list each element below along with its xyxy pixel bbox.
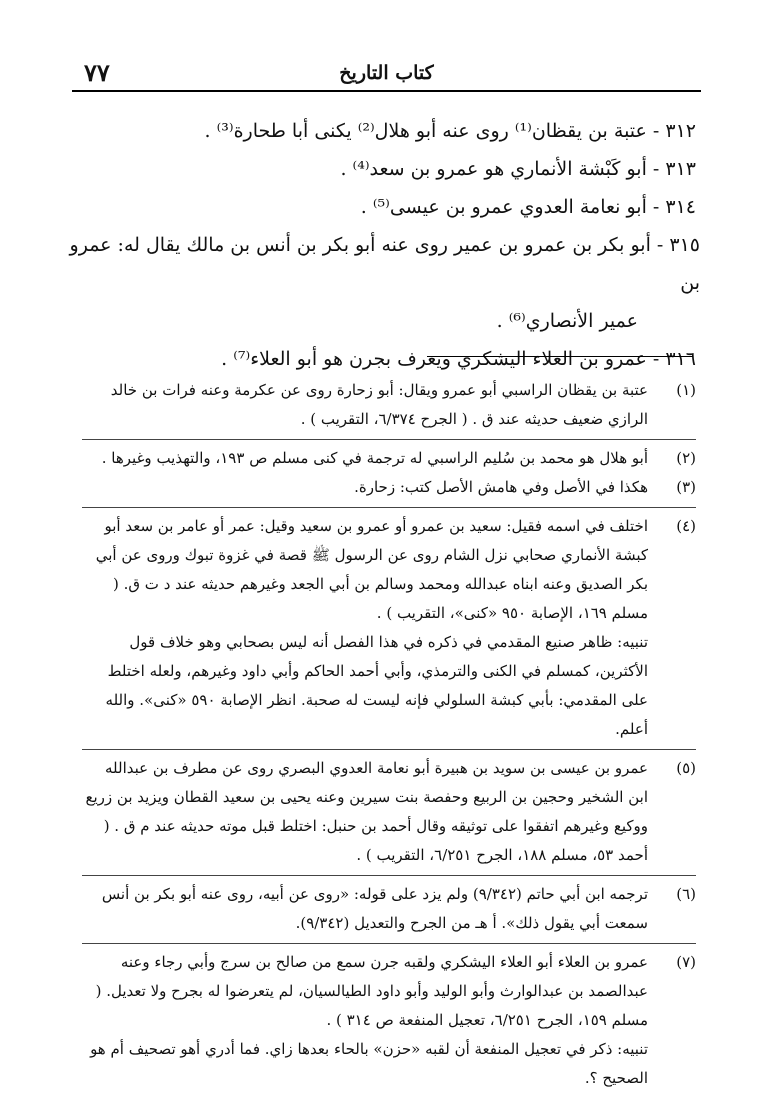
footnote-text: عتبة بن يقظان الراسبي أبو عمرو ويقال: أبو زحارة روى عن عكرمة وعنه فرات بن خالد الرازي ضعيف حديثه عند ق . ( الجرح ٦/٣٧٤، التقريب ) . xyxy=(110,381,648,428)
book-title: كتاب التاريخ xyxy=(339,62,434,84)
footnote-5 xyxy=(82,754,696,870)
entry-text: ٣١٢ - عتبة بن يقظان⁽¹⁾ روى عنه أبو هلال⁽²⁾ يكنى أبا طحارة⁽³⁾ . xyxy=(204,120,696,142)
entry-text: ٣١٣ - أبو كَبْشة الأنماري هو عمرو بن سعد⁽⁴⁾ . xyxy=(340,158,696,180)
entries-list xyxy=(69,112,700,378)
footnote-number: (٧) xyxy=(676,953,696,971)
entry-continuation: عمير الأنصاري⁽⁶⁾ . xyxy=(496,310,638,332)
entry-315 xyxy=(64,226,700,340)
entry-312 xyxy=(170,112,696,150)
footnote-text: عمرو بن العلاء أبو العلاء اليشكري ولقبه جرن سمع من صالح بن سرج وأبي رجاء وعنه عبدالصمد بن عبدالوارث وأبو الوليد وأبو داود الطيالسيان، لم يتعرضوا له بجرح ولا تعديل. ( مسلم ١٥٩، الجرح ٦/٢٥١، تعجيل المنفعة ص ٣١٤ ) . xyxy=(95,953,648,1029)
footnote-3 xyxy=(82,473,696,502)
entry-text: ٣١٥ - أبو بكر بن عمرو بن عمير روى عنه أبو بكر بن أنس بن مالك يقال له: عمرو بن xyxy=(69,234,700,294)
footnote-divider xyxy=(427,356,693,357)
footnote-separator xyxy=(82,749,696,750)
footnote-1 xyxy=(82,376,696,434)
footnote-number: (٦) xyxy=(676,885,696,903)
footnotes xyxy=(82,376,696,1093)
footnote-separator xyxy=(82,875,696,876)
page-header xyxy=(72,54,701,92)
entry-text: ٣١٤ - أبو نعامة العدوي عمرو بن عيسى⁽⁵⁾ . xyxy=(360,196,696,218)
footnote-number: (١) xyxy=(676,381,696,399)
footnote-remark: تنبيه: ظاهر صنيع المقدمي في ذكره في هذا الفصل أنه ليس بصحابي وهو خلاف قول الأكثرين، كمسلم في الكنى والترمذي، وأبي أحمد الحاكم وأبي داود وغيرهم، ولعله اختلط على المقدمي: بأبي كبشة السلولي فإنه ليست له صحبة. انظر الإصابة ٥٩٠ «كنى». والله أعلم. xyxy=(105,633,648,738)
footnote-separator xyxy=(82,439,696,440)
footnote-separator xyxy=(82,507,696,508)
entry-316 xyxy=(170,340,696,378)
footnote-number: (٣) xyxy=(676,478,696,496)
footnote-4 xyxy=(82,512,696,744)
footnote-text: هكذا في الأصل وفي هامش الأصل كتب: زحارة. xyxy=(354,478,648,496)
entry-313 xyxy=(170,150,696,188)
footnote-text: عمرو بن عيسى بن سويد بن هبيرة أبو نعامة العدوي البصري روى عن مطرف بن عبدالله ابن الشخير وحجين بن الربيع وحفصة بنت سيرين وعنه يحيى بن سعيد القطان ويزيد بن زريع ووكيع وغيرهم اتفقوا على توثيقه وقال أحمد بن حنبل: اختلط قبل موته حديثه عند م ق . ( أحمد ٥٣، مسلم ١٨٨، الجرح ٦/٢٥١، التقريب ) . xyxy=(85,759,648,864)
footnote-text: أبو هلال هو محمد بن سُليم الراسبي له ترجمة في كنى مسلم ص ١٩٣، والتهذيب وغيرها . xyxy=(101,449,648,467)
page-number: ٧٧ xyxy=(84,58,110,87)
footnote-number: (٤) xyxy=(676,517,696,535)
footnote-text: اختلف في اسمه فقيل: سعيد بن عمرو أو عمرو بن سعيد وقيل: عمر أو عامر بن سعد أبو كبشة الأنماري صحابي نزل الشام روى عن الرسول ﷺ قصة في غزوة تبوك وروى عن أبي بكر الصديق وعنه ابناه عبدالله ومحمد وسالم بن أبي الجعد وغيرهم حديثه عند د ت ق. ( مسلم ١٦٩، الإصابة ٩٥٠ «كنى»، التقريب ) . xyxy=(95,517,648,622)
footnote-number: (٥) xyxy=(676,759,696,777)
footnote-separator xyxy=(82,943,696,944)
footnote-text: ترجمه ابن أبي حاتم (٩/٣٤٢) ولم يزد على قوله: «روى عن أبيه، روى عنه أبو بكر بن أنس سمعت أبي يقول ذلك». أ هـ من الجرح والتعديل (٩/٣٤٢). xyxy=(101,885,648,932)
footnote-2 xyxy=(82,444,696,473)
entry-text: ٣١٦ - عمرو بن العلاء اليشكري ويعرف بجرن هو أبو العلاء⁽⁷⁾ . xyxy=(221,348,696,370)
entry-314 xyxy=(170,188,696,226)
footnote-number: (٢) xyxy=(676,449,696,467)
footnote-6 xyxy=(82,880,696,938)
footnote-remark: تنبيه: ذكر في تعجيل المنفعة أن لقبه «حزن» بالحاء بعدها زاي. فما أدري أهو تصحيف أم هو الصحيح ؟. xyxy=(90,1040,648,1087)
footnote-7 xyxy=(82,948,696,1093)
